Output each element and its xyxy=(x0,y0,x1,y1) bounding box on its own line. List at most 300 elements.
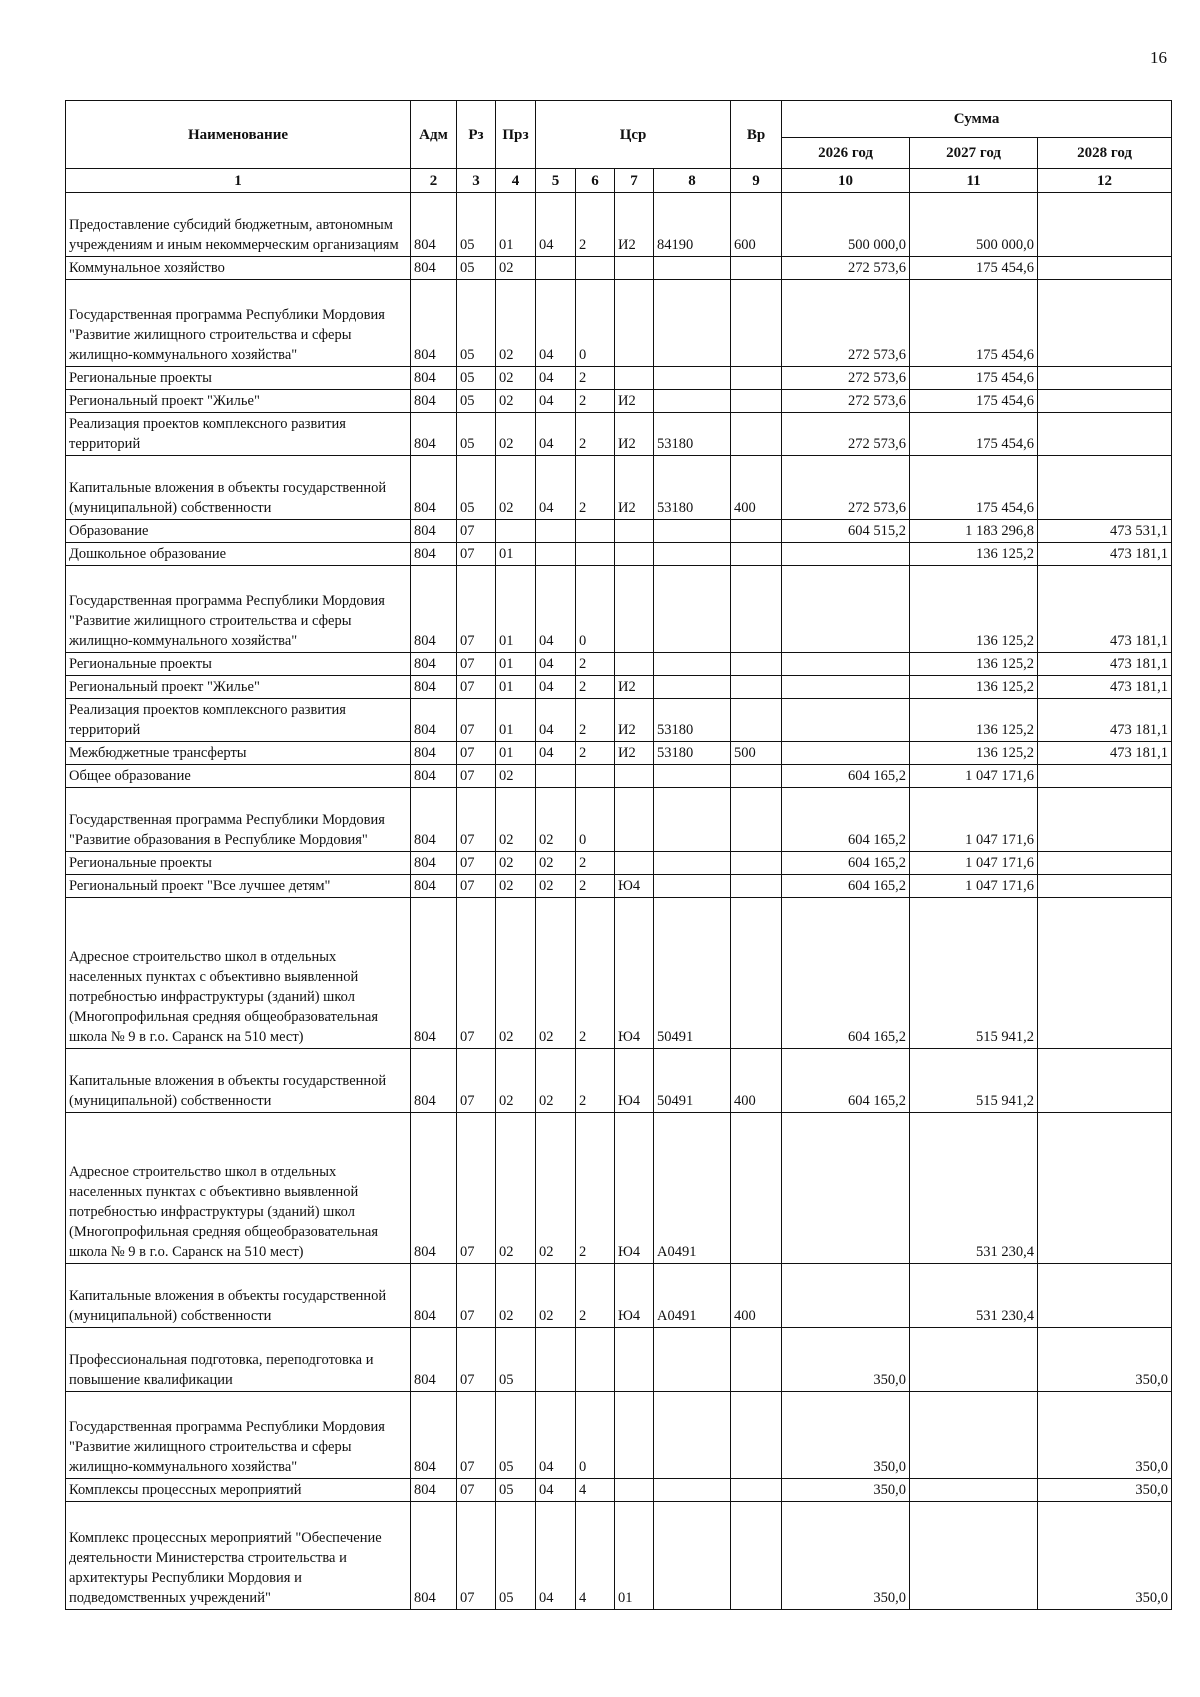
sum-2028 xyxy=(1038,1049,1172,1113)
prz-code: 02 xyxy=(496,898,536,1049)
header-year-2028: 2028 год xyxy=(1038,138,1172,169)
row-name: Капитальные вложения в объекты государственной (муниципальной) собственности xyxy=(66,456,411,520)
vr-code xyxy=(731,765,782,788)
table-row xyxy=(66,852,1172,875)
prz-code: 01 xyxy=(496,653,536,676)
csr-part-8 xyxy=(654,1392,731,1479)
adm-code: 804 xyxy=(411,653,457,676)
prz-code: 02 xyxy=(496,765,536,788)
sum-2026 xyxy=(782,699,910,742)
sum-2027: 136 125,2 xyxy=(910,653,1038,676)
row-name: Реализация проектов комплексного развития территорий xyxy=(66,699,411,742)
row-name: Образование xyxy=(66,520,411,543)
sum-2026: 604 165,2 xyxy=(782,1049,910,1113)
csr-part-6: 2 xyxy=(576,875,615,898)
row-name: Адресное строительство школ в отдельных населенных пунктах с объективно выявленной потребностью инфраструктуры (зданий) школ (Многопрофильная средняя общеобразовательная школа № 9 в г.о. Саранск на 510 мест) xyxy=(66,1113,411,1264)
prz-code: 02 xyxy=(496,875,536,898)
csr-part-5: 04 xyxy=(536,699,576,742)
vr-code xyxy=(731,1502,782,1610)
adm-code: 804 xyxy=(411,852,457,875)
csr-part-8 xyxy=(654,653,731,676)
sum-2028 xyxy=(1038,413,1172,456)
table-row xyxy=(66,788,1172,852)
sum-2026: 350,0 xyxy=(782,1392,910,1479)
sum-2027: 1 047 171,6 xyxy=(910,875,1038,898)
column-number: 11 xyxy=(910,169,1038,193)
adm-code: 804 xyxy=(411,742,457,765)
table-row xyxy=(66,413,1172,456)
adm-code: 804 xyxy=(411,1502,457,1610)
row-name: Межбюджетные трансферты xyxy=(66,742,411,765)
csr-part-5: 02 xyxy=(536,788,576,852)
csr-part-7: И2 xyxy=(615,413,654,456)
csr-part-6: 0 xyxy=(576,280,615,367)
vr-code: 600 xyxy=(731,193,782,257)
sum-2028 xyxy=(1038,1264,1172,1328)
rz-code: 07 xyxy=(457,566,496,653)
table-row xyxy=(66,765,1172,788)
csr-part-6: 2 xyxy=(576,390,615,413)
csr-part-8 xyxy=(654,520,731,543)
sum-2026 xyxy=(782,1113,910,1264)
csr-part-5: 02 xyxy=(536,1264,576,1328)
csr-part-6: 2 xyxy=(576,653,615,676)
table-row xyxy=(66,898,1172,1049)
sum-2026: 272 573,6 xyxy=(782,280,910,367)
sum-2028 xyxy=(1038,456,1172,520)
csr-part-8: 53180 xyxy=(654,699,731,742)
sum-2028 xyxy=(1038,852,1172,875)
table-row xyxy=(66,280,1172,367)
csr-part-5: 02 xyxy=(536,1113,576,1264)
csr-part-8 xyxy=(654,875,731,898)
rz-code: 07 xyxy=(457,520,496,543)
sum-2027: 531 230,4 xyxy=(910,1113,1038,1264)
row-name: Региональный проект "Все лучшее детям" xyxy=(66,875,411,898)
sum-2027: 500 000,0 xyxy=(910,193,1038,257)
csr-part-7 xyxy=(615,367,654,390)
column-number: 12 xyxy=(1038,169,1172,193)
csr-part-5 xyxy=(536,520,576,543)
csr-part-8 xyxy=(654,1502,731,1610)
vr-code xyxy=(731,390,782,413)
sum-2027: 136 125,2 xyxy=(910,742,1038,765)
sum-2026: 604 165,2 xyxy=(782,765,910,788)
sum-2027: 136 125,2 xyxy=(910,676,1038,699)
table-row xyxy=(66,1113,1172,1264)
sum-2028 xyxy=(1038,1113,1172,1264)
csr-part-8: 50491 xyxy=(654,898,731,1049)
row-name: Региональный проект "Жилье" xyxy=(66,390,411,413)
csr-part-8: 53180 xyxy=(654,742,731,765)
sum-2027: 515 941,2 xyxy=(910,898,1038,1049)
column-number: 6 xyxy=(576,169,615,193)
csr-part-6: 2 xyxy=(576,676,615,699)
adm-code: 804 xyxy=(411,1049,457,1113)
vr-code: 400 xyxy=(731,1049,782,1113)
csr-part-8 xyxy=(654,257,731,280)
csr-part-5: 04 xyxy=(536,390,576,413)
csr-part-7 xyxy=(615,543,654,566)
sum-2027: 175 454,6 xyxy=(910,280,1038,367)
adm-code: 804 xyxy=(411,699,457,742)
csr-part-8 xyxy=(654,788,731,852)
sum-2027: 1 047 171,6 xyxy=(910,765,1038,788)
sum-2026 xyxy=(782,1264,910,1328)
vr-code xyxy=(731,367,782,390)
rz-code: 07 xyxy=(457,1392,496,1479)
sum-2028 xyxy=(1038,193,1172,257)
csr-part-7 xyxy=(615,1479,654,1502)
vr-code xyxy=(731,676,782,699)
rz-code: 07 xyxy=(457,676,496,699)
rz-code: 07 xyxy=(457,1113,496,1264)
sum-2028 xyxy=(1038,765,1172,788)
sum-2026: 272 573,6 xyxy=(782,257,910,280)
row-name: Комплекс процессных мероприятий "Обеспечение деятельности Министерства строительства и архитектуры Республики Мордовия и подведомственных учреждений" xyxy=(66,1502,411,1610)
row-name: Дошкольное образование xyxy=(66,543,411,566)
row-name: Коммунальное хозяйство xyxy=(66,257,411,280)
prz-code: 02 xyxy=(496,788,536,852)
sum-2026 xyxy=(782,566,910,653)
csr-part-5: 04 xyxy=(536,413,576,456)
prz-code: 02 xyxy=(496,1264,536,1328)
sum-2027: 136 125,2 xyxy=(910,699,1038,742)
vr-code xyxy=(731,413,782,456)
row-name: Профессиональная подготовка, переподготовка и повышение квалификации xyxy=(66,1328,411,1392)
csr-part-7 xyxy=(615,1328,654,1392)
sum-2026: 350,0 xyxy=(782,1328,910,1392)
header-vr: Вр xyxy=(731,101,782,169)
adm-code: 804 xyxy=(411,520,457,543)
sum-2027: 1 047 171,6 xyxy=(910,852,1038,875)
row-name: Региональный проект "Жилье" xyxy=(66,676,411,699)
csr-part-5: 02 xyxy=(536,1049,576,1113)
column-number: 3 xyxy=(457,169,496,193)
csr-part-8 xyxy=(654,852,731,875)
prz-code: 05 xyxy=(496,1502,536,1610)
sum-2028: 473 181,1 xyxy=(1038,676,1172,699)
csr-part-8 xyxy=(654,1479,731,1502)
csr-part-8 xyxy=(654,390,731,413)
sum-2026 xyxy=(782,676,910,699)
table-row xyxy=(66,566,1172,653)
adm-code: 804 xyxy=(411,1328,457,1392)
csr-part-7: И2 xyxy=(615,676,654,699)
rz-code: 05 xyxy=(457,390,496,413)
csr-part-8: А0491 xyxy=(654,1264,731,1328)
sum-2026 xyxy=(782,543,910,566)
adm-code: 804 xyxy=(411,390,457,413)
sum-2028: 350,0 xyxy=(1038,1392,1172,1479)
table-row xyxy=(66,456,1172,520)
sum-2027: 136 125,2 xyxy=(910,566,1038,653)
column-number: 10 xyxy=(782,169,910,193)
adm-code: 804 xyxy=(411,280,457,367)
column-number: 5 xyxy=(536,169,576,193)
table-row xyxy=(66,193,1172,257)
prz-code xyxy=(496,520,536,543)
adm-code: 804 xyxy=(411,543,457,566)
rz-code: 05 xyxy=(457,193,496,257)
table-row xyxy=(66,1479,1172,1502)
sum-2026: 272 573,6 xyxy=(782,367,910,390)
csr-part-6 xyxy=(576,543,615,566)
prz-code: 05 xyxy=(496,1479,536,1502)
prz-code: 02 xyxy=(496,413,536,456)
prz-code: 01 xyxy=(496,193,536,257)
sum-2027: 175 454,6 xyxy=(910,456,1038,520)
sum-2027 xyxy=(910,1502,1038,1610)
csr-part-6: 0 xyxy=(576,1392,615,1479)
table-row xyxy=(66,520,1172,543)
prz-code: 01 xyxy=(496,699,536,742)
sum-2027: 1 183 296,8 xyxy=(910,520,1038,543)
row-name: Государственная программа Республики Мордовия "Развитие образования в Республике Мордовия" xyxy=(66,788,411,852)
prz-code: 05 xyxy=(496,1392,536,1479)
row-name: Реализация проектов комплексного развития территорий xyxy=(66,413,411,456)
column-number: 8 xyxy=(654,169,731,193)
column-number: 2 xyxy=(411,169,457,193)
prz-code: 02 xyxy=(496,257,536,280)
table-row xyxy=(66,543,1172,566)
sum-2026: 604 515,2 xyxy=(782,520,910,543)
header-prz: Прз xyxy=(496,101,536,169)
prz-code: 02 xyxy=(496,280,536,367)
sum-2027: 1 047 171,6 xyxy=(910,788,1038,852)
column-number: 4 xyxy=(496,169,536,193)
rz-code: 07 xyxy=(457,1264,496,1328)
rz-code: 05 xyxy=(457,413,496,456)
sum-2028 xyxy=(1038,875,1172,898)
csr-part-5: 04 xyxy=(536,456,576,520)
csr-part-5 xyxy=(536,257,576,280)
column-number: 9 xyxy=(731,169,782,193)
vr-code xyxy=(731,1479,782,1502)
row-name: Предоставление субсидий бюджетным, автономным учреждениям и иным некоммерческим организациям xyxy=(66,193,411,257)
rz-code: 05 xyxy=(457,367,496,390)
csr-part-6: 2 xyxy=(576,699,615,742)
table-row xyxy=(66,676,1172,699)
vr-code xyxy=(731,875,782,898)
vr-code xyxy=(731,1392,782,1479)
header-name: Наименование xyxy=(66,101,411,169)
sum-2027: 531 230,4 xyxy=(910,1264,1038,1328)
csr-part-7 xyxy=(615,520,654,543)
csr-part-7: И2 xyxy=(615,742,654,765)
sum-2026: 604 165,2 xyxy=(782,852,910,875)
csr-part-8 xyxy=(654,765,731,788)
csr-part-8 xyxy=(654,367,731,390)
sum-2028 xyxy=(1038,257,1172,280)
table-row xyxy=(66,390,1172,413)
csr-part-7: И2 xyxy=(615,390,654,413)
prz-code: 02 xyxy=(496,852,536,875)
table-row xyxy=(66,1328,1172,1392)
prz-code: 05 xyxy=(496,1328,536,1392)
row-name: Капитальные вложения в объекты государственной (муниципальной) собственности xyxy=(66,1264,411,1328)
header-year-2026: 2026 год xyxy=(782,138,910,169)
prz-code: 02 xyxy=(496,1049,536,1113)
csr-part-5 xyxy=(536,1328,576,1392)
csr-part-6: 2 xyxy=(576,898,615,1049)
table-row xyxy=(66,1049,1172,1113)
rz-code: 07 xyxy=(457,742,496,765)
adm-code: 804 xyxy=(411,898,457,1049)
table-row xyxy=(66,367,1172,390)
sum-2026: 604 165,2 xyxy=(782,898,910,1049)
sum-2028: 473 531,1 xyxy=(1038,520,1172,543)
budget-table xyxy=(65,100,1172,1610)
adm-code: 804 xyxy=(411,566,457,653)
table-row xyxy=(66,875,1172,898)
csr-part-6: 0 xyxy=(576,788,615,852)
vr-code xyxy=(731,699,782,742)
csr-part-5 xyxy=(536,543,576,566)
column-number: 7 xyxy=(615,169,654,193)
adm-code: 804 xyxy=(411,1479,457,1502)
prz-code: 01 xyxy=(496,566,536,653)
sum-2027: 175 454,6 xyxy=(910,413,1038,456)
rz-code: 07 xyxy=(457,1328,496,1392)
sum-2028: 350,0 xyxy=(1038,1328,1172,1392)
row-name: Государственная программа Республики Мордовия "Развитие жилищного строительства и сферы жилищно-коммунального хозяйства" xyxy=(66,280,411,367)
prz-code: 02 xyxy=(496,367,536,390)
sum-2027: 136 125,2 xyxy=(910,543,1038,566)
row-name: Региональные проекты xyxy=(66,653,411,676)
csr-part-6: 2 xyxy=(576,1264,615,1328)
header-year-2027: 2027 год xyxy=(910,138,1038,169)
rz-code: 07 xyxy=(457,788,496,852)
rz-code: 05 xyxy=(457,456,496,520)
csr-part-7: И2 xyxy=(615,699,654,742)
adm-code: 804 xyxy=(411,1392,457,1479)
csr-part-7 xyxy=(615,566,654,653)
header-csr: Цср xyxy=(536,101,731,169)
csr-part-5: 04 xyxy=(536,566,576,653)
csr-part-8: 84190 xyxy=(654,193,731,257)
header-rz: Рз xyxy=(457,101,496,169)
rz-code: 07 xyxy=(457,1502,496,1610)
header-adm: Адм xyxy=(411,101,457,169)
csr-part-7: И2 xyxy=(615,193,654,257)
rz-code: 07 xyxy=(457,898,496,1049)
table-row xyxy=(66,1264,1172,1328)
csr-part-7: Ю4 xyxy=(615,1049,654,1113)
csr-part-5: 04 xyxy=(536,1502,576,1610)
csr-part-8 xyxy=(654,543,731,566)
sum-2026: 604 165,2 xyxy=(782,788,910,852)
row-name: Общее образование xyxy=(66,765,411,788)
adm-code: 804 xyxy=(411,413,457,456)
csr-part-7 xyxy=(615,257,654,280)
csr-part-6 xyxy=(576,520,615,543)
sum-2026: 272 573,6 xyxy=(782,456,910,520)
sum-2027 xyxy=(910,1328,1038,1392)
csr-part-8 xyxy=(654,566,731,653)
csr-part-7: И2 xyxy=(615,456,654,520)
vr-code xyxy=(731,788,782,852)
sum-2026 xyxy=(782,653,910,676)
table-row xyxy=(66,653,1172,676)
rz-code: 07 xyxy=(457,699,496,742)
adm-code: 804 xyxy=(411,875,457,898)
sum-2028: 473 181,1 xyxy=(1038,653,1172,676)
csr-part-7 xyxy=(615,280,654,367)
vr-code xyxy=(731,653,782,676)
table-row xyxy=(66,1392,1172,1479)
adm-code: 804 xyxy=(411,367,457,390)
adm-code: 804 xyxy=(411,257,457,280)
sum-2027 xyxy=(910,1479,1038,1502)
csr-part-7 xyxy=(615,852,654,875)
csr-part-8 xyxy=(654,280,731,367)
sum-2028: 473 181,1 xyxy=(1038,699,1172,742)
sum-2028 xyxy=(1038,788,1172,852)
row-name: Комплексы процессных мероприятий xyxy=(66,1479,411,1502)
adm-code: 804 xyxy=(411,193,457,257)
csr-part-7 xyxy=(615,1392,654,1479)
csr-part-5: 04 xyxy=(536,653,576,676)
csr-part-5: 02 xyxy=(536,852,576,875)
csr-part-6: 2 xyxy=(576,367,615,390)
table-row xyxy=(66,699,1172,742)
vr-code xyxy=(731,852,782,875)
table-row xyxy=(66,1502,1172,1610)
prz-code: 02 xyxy=(496,456,536,520)
sum-2026: 350,0 xyxy=(782,1479,910,1502)
vr-code xyxy=(731,898,782,1049)
csr-part-7 xyxy=(615,653,654,676)
csr-part-8: 50491 xyxy=(654,1049,731,1113)
csr-part-6: 2 xyxy=(576,1113,615,1264)
vr-code xyxy=(731,257,782,280)
adm-code: 804 xyxy=(411,765,457,788)
vr-code: 400 xyxy=(731,456,782,520)
sum-2028 xyxy=(1038,280,1172,367)
sum-2026: 272 573,6 xyxy=(782,390,910,413)
rz-code: 05 xyxy=(457,257,496,280)
vr-code: 400 xyxy=(731,1264,782,1328)
table-row xyxy=(66,257,1172,280)
adm-code: 804 xyxy=(411,456,457,520)
prz-code: 02 xyxy=(496,1113,536,1264)
row-name: Государственная программа Республики Мордовия "Развитие жилищного строительства и сферы жилищно-коммунального хозяйства" xyxy=(66,566,411,653)
rz-code: 07 xyxy=(457,1479,496,1502)
csr-part-6: 2 xyxy=(576,742,615,765)
csr-part-6: 0 xyxy=(576,566,615,653)
csr-part-6 xyxy=(576,765,615,788)
sum-2028: 473 181,1 xyxy=(1038,543,1172,566)
sum-2027: 175 454,6 xyxy=(910,257,1038,280)
csr-part-7 xyxy=(615,765,654,788)
table-body xyxy=(66,193,1172,1610)
csr-part-5: 04 xyxy=(536,1479,576,1502)
vr-code xyxy=(731,566,782,653)
csr-part-6: 4 xyxy=(576,1479,615,1502)
column-numbers-row xyxy=(66,169,1172,193)
sum-2027: 175 454,6 xyxy=(910,390,1038,413)
csr-part-6: 4 xyxy=(576,1502,615,1610)
csr-part-7: 01 xyxy=(615,1502,654,1610)
prz-code: 01 xyxy=(496,543,536,566)
row-name: Региональные проекты xyxy=(66,852,411,875)
vr-code xyxy=(731,280,782,367)
prz-code: 01 xyxy=(496,742,536,765)
sum-2027: 515 941,2 xyxy=(910,1049,1038,1113)
csr-part-6: 2 xyxy=(576,456,615,520)
row-name: Капитальные вложения в объекты государственной (муниципальной) собственности xyxy=(66,1049,411,1113)
